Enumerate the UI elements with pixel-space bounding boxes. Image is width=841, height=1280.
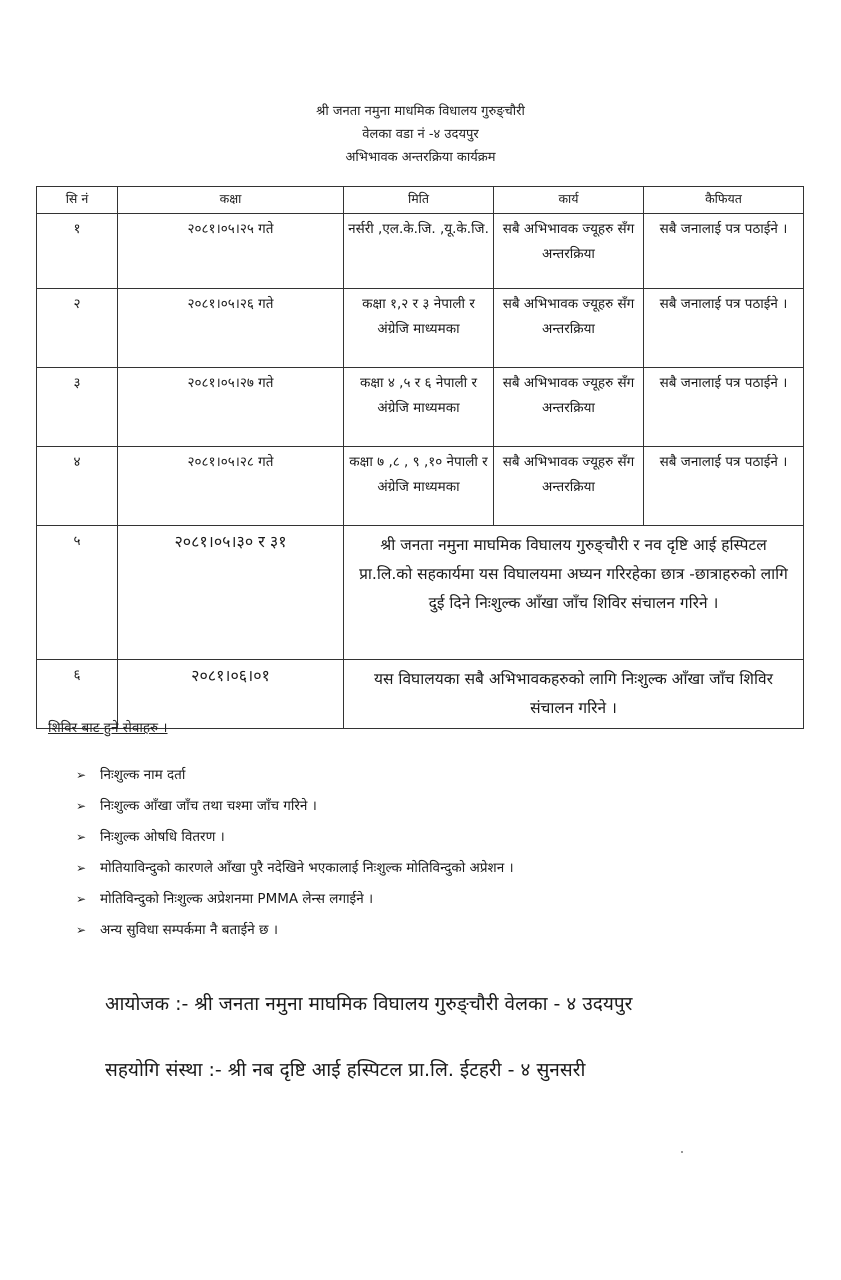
table-row: [37, 214, 804, 289]
school-name: श्री जनता नमुना माधमिक विधालय गुरुङ्चौरी: [316, 104, 525, 119]
service-text: मोतियाविन्दुको कारणले आँखा पुरै नदेखिने भएकालाई निःशुल्क मोतिविन्दुको अप्रेशन ।: [100, 860, 514, 876]
cell-date: २०८१।०५।२५ गते: [118, 214, 344, 289]
paper-speck: [681, 1151, 683, 1153]
services-heading: शिविर बाट हुने सेवाहरु ।: [48, 720, 168, 736]
cell-class: नर्सरी ,एल.के.जि. ,यू.के.जि.: [344, 214, 494, 289]
cell-activity: सबै अभिभावक ज्यूहरु सँग अन्तरक्रिया: [494, 368, 644, 447]
list-item: [76, 760, 514, 791]
cell-remarks: सबै जनालाई पत्र पठाईने ।: [644, 368, 804, 447]
table-row: [37, 368, 804, 447]
cell-sn: ३: [37, 368, 118, 447]
column-header-remarks: कैफियत: [644, 187, 804, 214]
cell-class: कक्षा ४ ,५ र ६ नेपाली र अंग्रेजि माध्यमका: [344, 368, 494, 447]
schedule-table: [36, 186, 804, 729]
list-item: [76, 822, 514, 853]
cell-date: २०८१।०५।२६ गते: [118, 289, 344, 368]
services-list: [76, 760, 514, 946]
cell-sn: ५: [37, 526, 118, 660]
cell-class: कक्षा १,२ र ३ नेपाली र अंग्रेजि माध्यमका: [344, 289, 494, 368]
cell-sn: ६: [37, 660, 118, 729]
arrow-bullet-icon: ➢: [76, 799, 87, 813]
arrow-bullet-icon: ➢: [76, 861, 87, 875]
cell-remarks: सबै जनालाई पत्र पठाईने ।: [644, 214, 804, 289]
arrow-bullet-icon: ➢: [76, 830, 87, 844]
document-header: [0, 100, 841, 169]
list-item: [76, 791, 514, 822]
table-header-row: [37, 187, 804, 214]
program-title: अभिभावक अन्तरक्रिया कार्यक्रम: [345, 150, 496, 165]
cell-activity: सबै अभिभावक ज्यूहरु सँग अन्तरक्रिया: [494, 447, 644, 526]
cell-merged-description: यस विघालयका सबै अभिभावकहरुको लागि निःशुल्क आँखा जाँच शिविर संचालन गरिने ।: [344, 660, 804, 729]
cell-sn: ४: [37, 447, 118, 526]
cell-date: २०८१।०५।३० र ३१: [118, 526, 344, 660]
cell-class: कक्षा ७ ,८ , ९ ,१० नेपाली र अंग्रेजि माध्यमका: [344, 447, 494, 526]
cell-activity: सबै अभिभावक ज्यूहरु सँग अन्तरक्रिया: [494, 289, 644, 368]
cell-sn: २: [37, 289, 118, 368]
arrow-bullet-icon: ➢: [76, 892, 87, 906]
column-header-sn: सि नं: [37, 187, 118, 214]
column-header-activity: कार्य: [494, 187, 644, 214]
service-text: मोतिविन्दुको निःशुल्क अप्रेशनमा PMMA लेन्स लगाईने ।: [100, 891, 374, 907]
cell-remarks: सबै जनालाई पत्र पठाईने ।: [644, 289, 804, 368]
cell-date: २०८१।०५।२८ गते: [118, 447, 344, 526]
cell-date: २०८१।०६।०१: [118, 660, 344, 729]
cell-sn: १: [37, 214, 118, 289]
organizer-line: आयोजक :- श्री जनता नमुना माघमिक विघालय गुरुङ्चौरी वेलका - ४ उदयपुर: [105, 993, 633, 1015]
school-address: वेलका वडा नं -४ उदयपुर: [362, 127, 479, 142]
table-row: [37, 289, 804, 368]
list-item: [76, 915, 514, 946]
column-header-class: कक्षा: [118, 187, 344, 214]
service-text: निःशुल्क आँखा जाँच तथा चश्मा जाँच गरिने ।: [100, 798, 317, 814]
cell-merged-description: श्री जनता नमुना माघमिक विघालय गुरुङ्चौरी र नव दृष्टि आई हस्पिटल प्रा.लि.को सहकार्यमा यस विघालयमा अघ्यन गरिरहेका छात्र -छात्राहरुको लागि दुई दिने निःशुल्क आँखा जाँच शिविर संचालन गरिने ।: [344, 526, 804, 660]
service-text: अन्य सुविधा सम्पर्कमा नै बताईने छ ।: [100, 922, 278, 938]
arrow-bullet-icon: ➢: [76, 768, 87, 782]
partner-line: सहयोगि संस्था :- श्री नब दृष्टि आई हस्पिटल प्रा.लि. ईटहरी - ४ सुनसरी: [105, 1059, 586, 1081]
arrow-bullet-icon: ➢: [76, 923, 87, 937]
list-item: [76, 884, 514, 915]
column-header-date: मिति: [344, 187, 494, 214]
table-row: [37, 526, 804, 660]
service-text: निःशुल्क ओषधि वितरण ।: [100, 829, 225, 845]
list-item: [76, 853, 514, 884]
table-row: [37, 447, 804, 526]
cell-remarks: सबै जनालाई पत्र पठाईने ।: [644, 447, 804, 526]
cell-date: २०८१।०५।२७ गते: [118, 368, 344, 447]
cell-activity: सबै अभिभावक ज्यूहरु सँग अन्तरक्रिया: [494, 214, 644, 289]
service-text: निःशुल्क नाम दर्ता: [100, 767, 186, 783]
